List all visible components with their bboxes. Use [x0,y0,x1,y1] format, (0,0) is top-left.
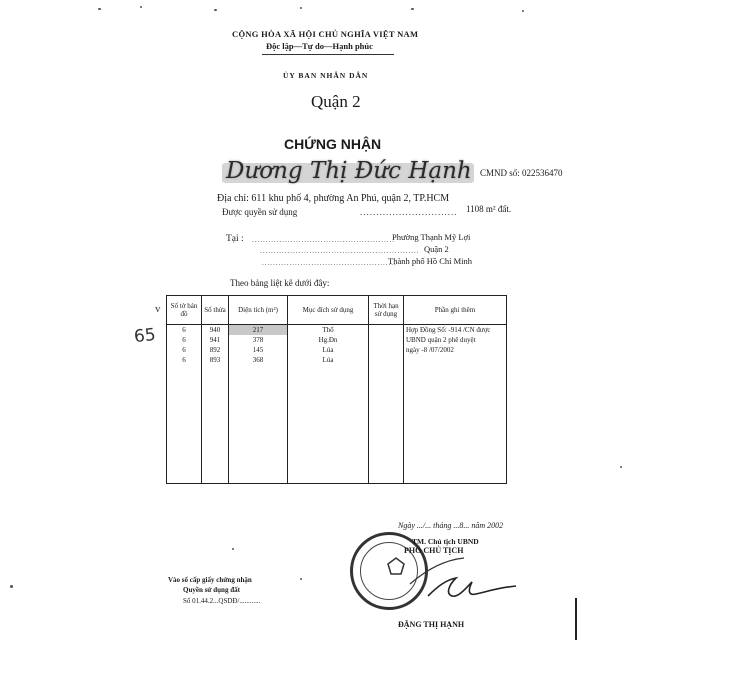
cell-term [369,335,404,345]
id-number: 022536470 [522,168,563,178]
certificate-title: CHỨNG NHẬN [284,136,382,152]
margin-mark [575,598,577,640]
col-header-purpose: Mục đích sử dụng [288,296,369,325]
col-header-notes: Phần ghi thêm [404,296,507,325]
handwritten-check: v [155,303,161,315]
cell-purpose: Hg.Đn [288,335,369,345]
cell-map-sheet: 6 [167,345,202,355]
cell-area: 217 [229,325,288,336]
area-unit: m² đất. [485,204,512,214]
cell-purpose: Thổ [288,325,369,336]
cell-term [369,345,404,355]
registry-line-1: Vào sổ cấp giấy chứng nhận [168,576,252,584]
cell-map-sheet: 6 [167,335,202,345]
cell-purpose: Lúa [288,345,369,355]
cell-parcel: 892 [202,345,229,355]
location-leader-1: .................................................... [252,236,395,244]
location-city: Thành phố Hồ Chí Minh [388,256,473,266]
cell-parcel: 940 [202,325,229,336]
holder-address: Địa chỉ: 611 khu phố 4, phường An Phú, quận 2, TP.HCM [217,193,450,204]
id-label: CMND số: [480,168,520,178]
signer-name: ĐẶNG THỊ HẠNH [398,620,465,629]
signer-role-1: TM. Chủ tịch UBND [412,537,479,546]
cell-area: 145 [229,345,288,355]
location-ward: Phường Thạnh Mỹ Lợi [392,232,471,242]
district-heading: Quận 2 [311,92,361,111]
national-title: CỘNG HÒA XÃ HỘI CHỦ NGHĨA VIỆT NAM [232,29,419,39]
col-header-map-sheet: Số tờ bản đồ [167,296,202,325]
land-parcel-table [166,295,507,484]
cell-term [369,325,404,336]
id-number-line [480,168,563,178]
cell-term [369,355,404,365]
cell-purpose: Lúa [288,355,369,365]
land-area [466,204,511,214]
col-header-area: Diện tích (m²) [229,296,288,325]
cell-map-sheet: 6 [167,355,202,365]
cell-map-sheet: 6 [167,325,202,336]
col-header-parcel: Số thửa [202,296,229,325]
cell-notes: ngày -8 /07/2002 [404,345,507,355]
national-motto: Độc lập—Tự do—Hạnh phúc [266,41,373,51]
registry-line-2: Quyền sử dụng đất [183,586,240,594]
holder-name: Dương Thị Đức Hạnh [226,158,472,184]
signing-date: Ngày .../... tháng ...8... năm 2002 [398,521,504,530]
cell-area: 368 [229,355,288,365]
table-row [167,355,507,365]
handwritten-number: 65 [133,324,157,348]
authority-name: ỦY BAN NHÂN DÂN [283,71,369,80]
registry-line-3: Số 01.44.2...QSDĐ/............ [183,597,261,605]
location-leader-3: ................................................. [262,259,397,267]
table-row [167,325,507,336]
right-label: Được quyền sử dụng [222,207,298,217]
table-empty-area [167,365,507,484]
cell-parcel: 893 [202,355,229,365]
signer-role-2: PHÓ CHỦ TỊCH [404,546,464,555]
cell-parcel: 941 [202,335,229,345]
location-label: Tại : [226,234,244,244]
area-value: 1108 [466,204,484,214]
cell-notes: UBND quận 2 phê duyệt [404,335,507,345]
col-header-term: Thời hạn sử dụng [369,296,404,325]
location-district: Quận 2 [424,244,449,254]
motto-underline [262,54,394,55]
location-leader-2: .......................................................... [260,247,420,255]
table-row [167,335,507,345]
cell-area: 378 [229,335,288,345]
cell-notes [404,355,507,365]
table-intro: Theo bảng liệt kê dưới đây: [230,278,330,288]
table-row [167,345,507,355]
cell-notes: Hợp Đồng Số: -914 /CN được [404,325,507,336]
dotted-leader: .............................. [360,207,458,217]
